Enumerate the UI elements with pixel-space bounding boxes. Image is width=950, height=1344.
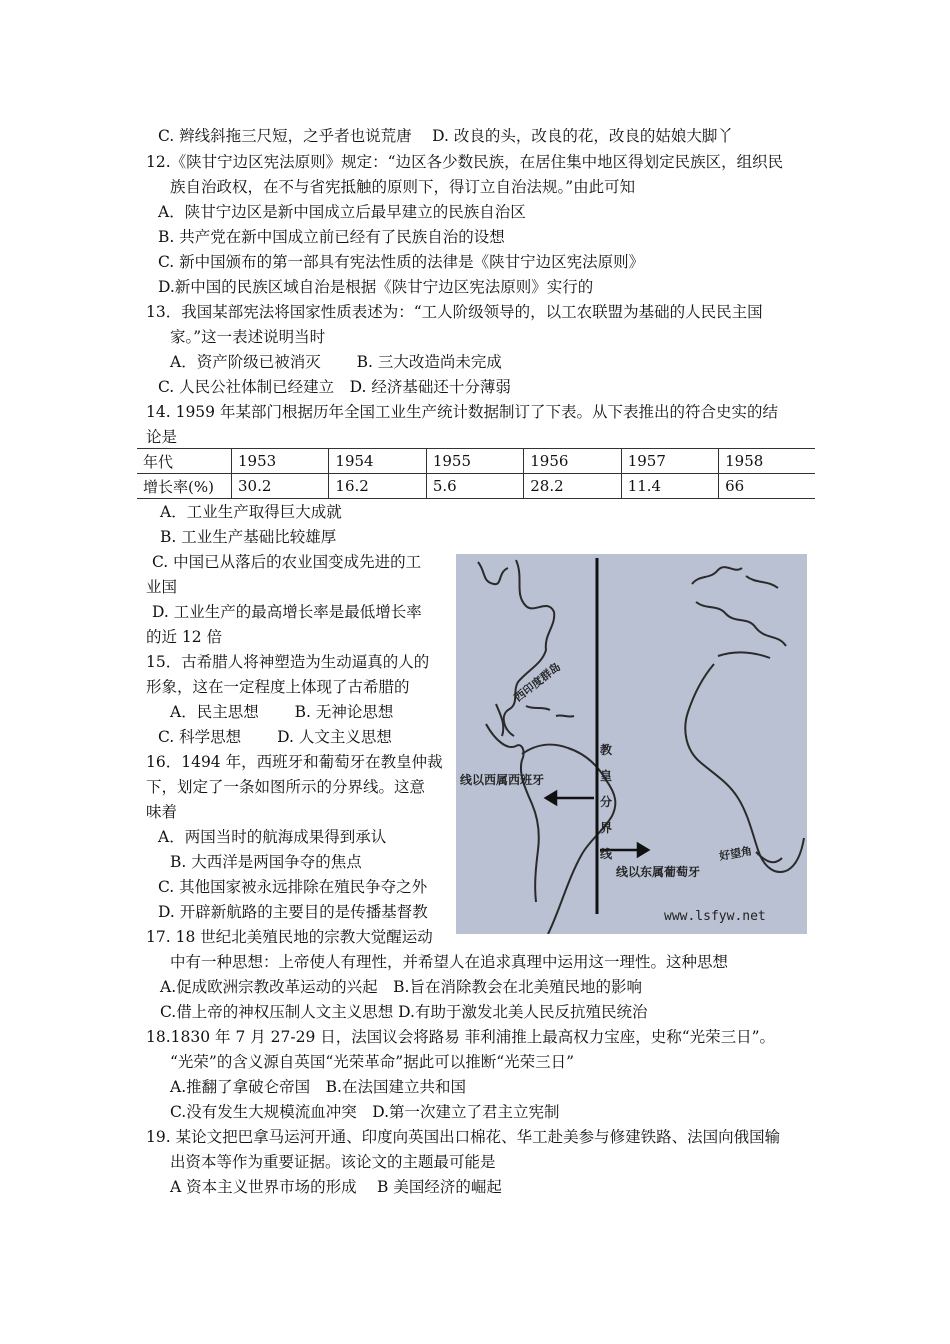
table-cell: 1954 — [329, 449, 426, 474]
table-header-row — [137, 449, 815, 474]
q19-options-ab: A 资本主义世界市场的形成 B 美国经济的崛起 — [170, 1178, 502, 1196]
europe-coastline — [692, 567, 786, 646]
q14-option-b: B. 工业生产基础比较雄厚 — [160, 528, 337, 546]
industrial-growth-table — [137, 448, 815, 499]
table-cell: 30.2 — [232, 474, 329, 499]
q13-options-cd: C. 人民公社体制已经建立 D. 经济基础还十分薄弱 — [158, 378, 511, 396]
q18-stem-1: 18.1830 年 7 月 27-29 日，法国议会将路易 菲利浦推上最高权力宝座，史称“光荣三日”。 — [146, 1028, 776, 1046]
table-cell: 1958 — [719, 449, 815, 474]
q16-option-a: A．两国当时的航海成果得到承认 — [158, 828, 387, 846]
q17-stem-2: 中有一种思想：上帝使人有理性，并希望人在追求真理中运用这一理性。这种思想 — [170, 953, 729, 971]
q17-stem-1: 17. 18 世纪北美殖民地的宗教大觉醒运动 — [146, 928, 433, 946]
table-cell: 66 — [719, 474, 815, 499]
table-cell: 11.4 — [621, 474, 718, 499]
q14-option-d-2: 的近 12 倍 — [146, 628, 223, 646]
table-cell: 16.2 — [329, 474, 426, 499]
q15-stem-1: 15．古希腊人将神塑造为生动逼真的人的 — [146, 653, 430, 671]
q16-option-b: B. 大西洋是两国争夺的焦点 — [170, 853, 362, 871]
watermark: www.lsfyw.net — [664, 909, 766, 924]
table-cell: 1955 — [426, 449, 523, 474]
caribbean-islands — [526, 706, 574, 717]
demarcation-line-char: 教 — [600, 743, 613, 757]
q12-option-a: A．陕甘宁边区是新中国成立后最早建立的民族自治区 — [158, 203, 526, 221]
table-cell: 5.6 — [426, 474, 523, 499]
q15-options-cd: C. 科学思想 D. 人文主义思想 — [158, 728, 392, 746]
east-portugal-label: 线以东属葡萄牙 — [616, 865, 701, 879]
demarcation-line-char: 界 — [600, 821, 613, 835]
q17-options-cd: C.借上帝的神权压制人文主义思想 D.有助于激发北美人民反抗殖民统治 — [160, 1003, 648, 1021]
q13-stem-2: 家。”这一表述说明当时 — [170, 328, 326, 346]
q18-options-cd: C.没有发生大规模流血冲突 D.第一次建立了君主立宪制 — [170, 1103, 560, 1121]
central-america-coastline — [486, 724, 524, 760]
table-row — [137, 474, 815, 499]
q16-option-d: D. 开辟新航路的主要目的是传播基督教 — [158, 903, 428, 921]
florida — [496, 704, 503, 736]
q16-stem-2: 下，划定了一条如图所示的分界线。这意 — [146, 778, 426, 796]
q14-option-c-2: 业国 — [146, 578, 178, 596]
arrow-east-head — [638, 844, 648, 856]
q19-stem-2: 出资本等作为重要证据。该论文的主题最可能是 — [170, 1153, 496, 1171]
q16-stem-3: 味着 — [146, 803, 178, 821]
q14-stem-1: 14. 1959 年某部门根据历年全国工业生产统计数据制订了下表。从下表推出的符合史实的结 — [146, 403, 778, 421]
islands-label: 西印度群岛 — [511, 660, 564, 705]
table-cell: 1953 — [232, 449, 329, 474]
q17-options-ab: A.促成欧洲宗教改革运动的兴起 B.旨在消除教会在北美殖民地的影响 — [160, 978, 642, 996]
q14-option-d-1: D. 工业生产的最高增长率是最低增长率 — [152, 603, 422, 621]
q12-option-c: C. 新中国颁布的第一部具有宪法性质的法律是《陕甘宁边区宪法原则》 — [158, 253, 645, 271]
demarcation-line-map — [456, 554, 807, 934]
demarcation-line-char: 分 — [600, 795, 613, 809]
west-spain-label: 线以西属西班牙 — [460, 773, 545, 787]
q12-option-d: D.新中国的民族区域自治是根据《陕甘宁边区宪法原则》实行的 — [158, 278, 594, 296]
q13-options-ab: A．资产阶级已被消灭 B. 三大改造尚未完成 — [170, 353, 502, 371]
q15-options-ab: A．民主思想 B. 无神论思想 — [170, 703, 394, 721]
africa-coastline — [685, 652, 804, 872]
demarcation-line-char: 线 — [600, 847, 613, 861]
table-cell: 增长率(%) — [137, 474, 232, 499]
q12-stem-1: 12.《陕甘宁边区宪法原则》规定：“边区各少数民族，在居住集中地区得划定民族区，组织民 — [146, 153, 784, 171]
q18-stem-2: “光荣”的含义源自英国“光荣革命”据此可以推断“光荣三日” — [170, 1053, 575, 1071]
q16-stem-1: 16．1494 年，西班牙和葡萄牙在教皇仲裁 — [146, 753, 443, 771]
table-cell: 28.2 — [524, 474, 621, 499]
demarcation-line-char: 皇 — [600, 769, 613, 783]
q12-option-b: B. 共产党在新中国成立前已经有了民族自治的设想 — [158, 228, 505, 246]
cape-label: 好望角 — [718, 844, 754, 863]
q14-stem-2: 论是 — [146, 428, 178, 446]
table-cell: 1956 — [524, 449, 621, 474]
north-america-coastline — [478, 560, 554, 736]
svg-text:教皇分界线 — [599, 742, 613, 861]
q13-stem-1: 13．我国某部宪法将国家性质表述为：“工人阶级领导的，以工农联盟为基础的人民民主国 — [146, 303, 763, 321]
q12-stem-2: 族自治政权，在不与省宪抵触的原则下，得订立自治法规。”由此可知 — [170, 178, 636, 196]
q14-option-a: A．工业生产取得巨大成就 — [160, 503, 342, 521]
q18-options-ab: A.推翻了拿破仑帝国 B.在法国建立共和国 — [170, 1078, 466, 1096]
table-cell: 年代 — [137, 449, 232, 474]
table-cell: 1957 — [621, 449, 718, 474]
arrow-west-head — [546, 792, 556, 804]
q16-option-c: C. 其他国家被永远排除在殖民争夺之外 — [158, 878, 428, 896]
q15-stem-2: 形象，这在一定程度上体现了古希腊的 — [146, 678, 410, 696]
demarcation-line-label — [599, 742, 613, 861]
q14-option-c-1: C. 中国已从落后的农业国变成先进的工 — [152, 553, 422, 571]
q19-stem-1: 19. 某论文把巴拿马运河开通、印度向英国出口棉花、华工赴美参与修建铁路、法国向俄国输 — [146, 1128, 781, 1146]
q11-options-cd: C. 辫线斜拖三尺短，之乎者也说荒唐 D. 改良的头，改良的花，改良的姑娘大脚丫 — [158, 127, 733, 145]
